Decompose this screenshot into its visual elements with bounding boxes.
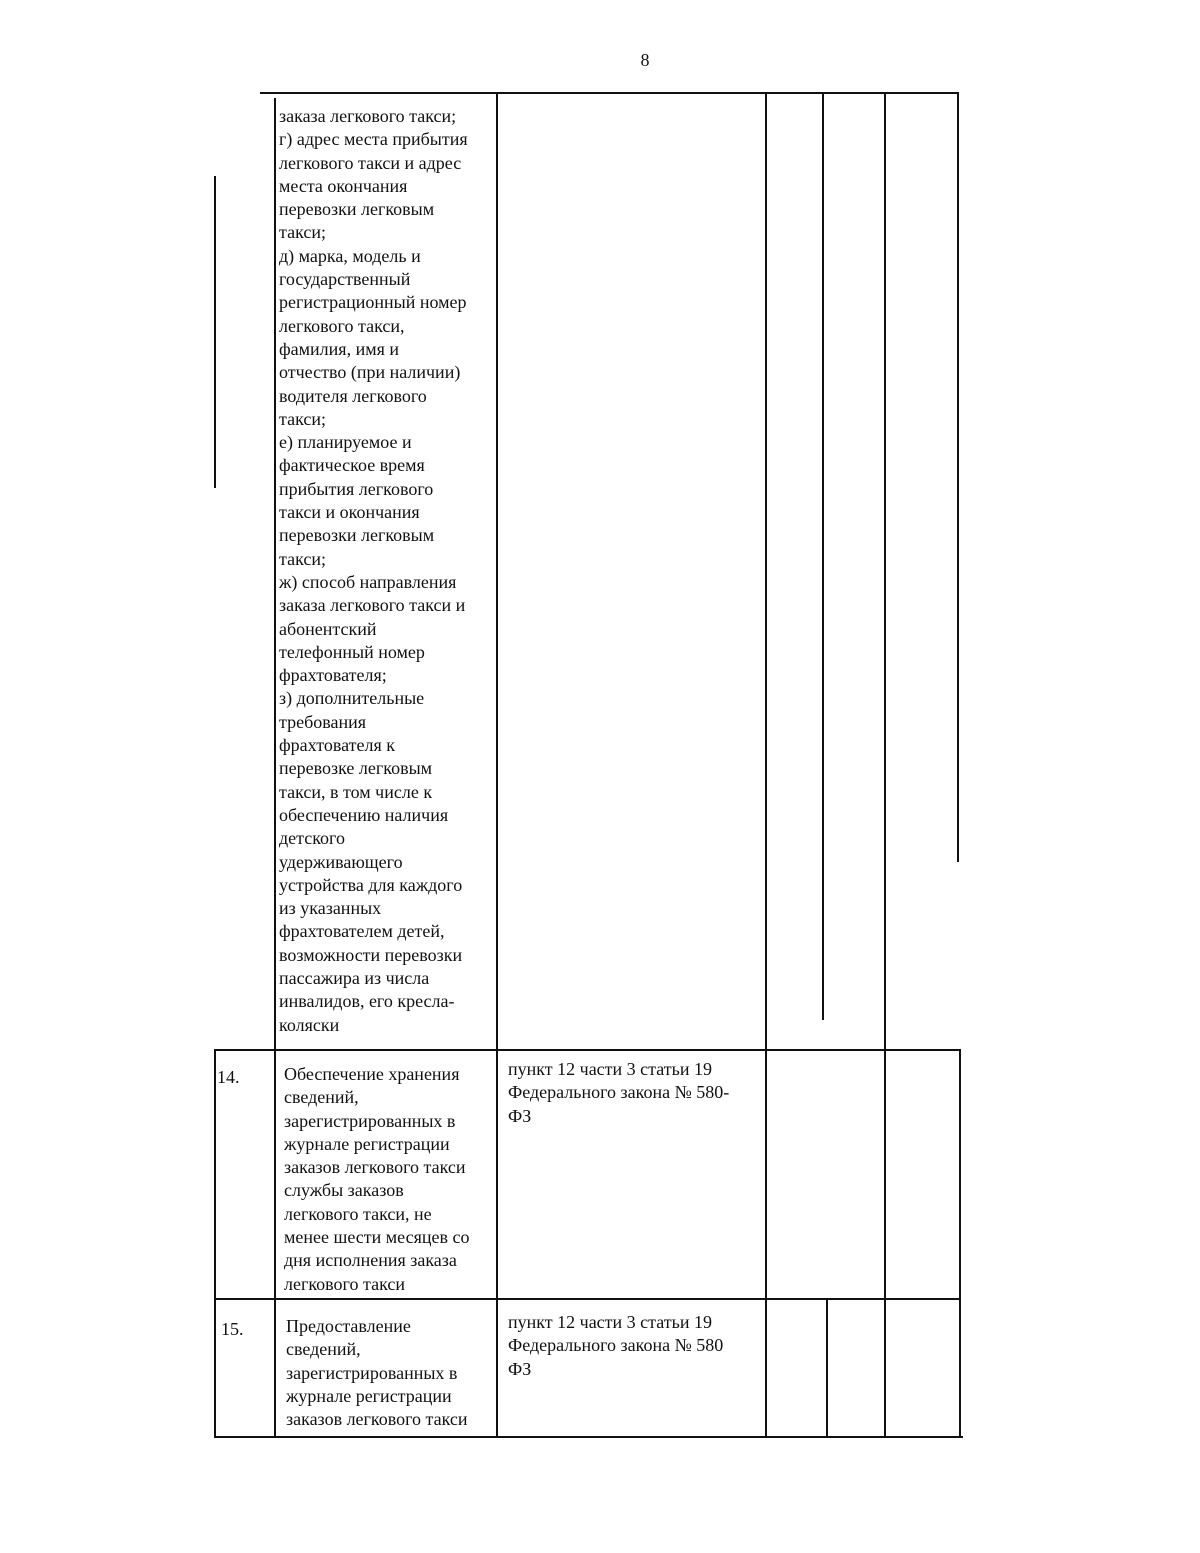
- column-divider: [274, 98, 276, 1438]
- requirement-text: Обеспечение хранения сведений, зарегистрированных в журнале регистрации заказов легкового такси службы заказов легкового такси, не менее шести месяцев со дня исполнения заказа легкового такси: [284, 1064, 470, 1294]
- page-number: 8: [640, 50, 650, 70]
- legal-reference: пункт 12 части 3 статьи 19 Федерального закона № 580- ФЗ: [508, 1059, 730, 1126]
- column-divider: [214, 176, 216, 488]
- column-divider: [826, 1300, 828, 1436]
- column-divider: [214, 1049, 216, 1438]
- column-divider: [496, 92, 498, 1438]
- row-number: 14.: [217, 1067, 240, 1087]
- column-divider: [959, 1049, 961, 1438]
- table-border-top: [260, 92, 958, 94]
- column-divider: [765, 92, 767, 1438]
- row-number: 15.: [221, 1319, 244, 1339]
- row-divider: [215, 1049, 960, 1051]
- column-divider: [957, 92, 959, 862]
- legal-reference: пункт 12 части 3 статьи 19 Федерального закона № 580 ФЗ: [508, 1312, 724, 1379]
- requirement-text: Предоставление сведений, зарегистрированных в журнале регистрации заказов легкового такси: [286, 1316, 468, 1430]
- requirement-text: заказа легкового такси; г) адрес места прибытия легкового такси и адрес места окончания перевозки легковым такси; д) марка, модель и государственный регистрационный номер легкового такси, фамилия, имя и отчество (при наличии) водителя легкового такси; е) планируемое и фактическое время прибытия легкового такси и окончания перевозки легковым такси; ж) способ направления заказа легкового такси и абонентский телефонный номер фрахтователя; з) дополнительные требования фрахтователя к перевозке легковым такси, в том числе к обеспечению наличия детского удерживающего устройства для каждого из указанных фрахтователем детей, возможности перевозки пассажира из числа инвалидов, его кресла- коляски: [279, 106, 468, 1035]
- row-divider: [215, 1298, 960, 1300]
- column-divider: [822, 92, 824, 1020]
- column-divider: [884, 92, 886, 1438]
- table-border-bottom: [215, 1436, 963, 1438]
